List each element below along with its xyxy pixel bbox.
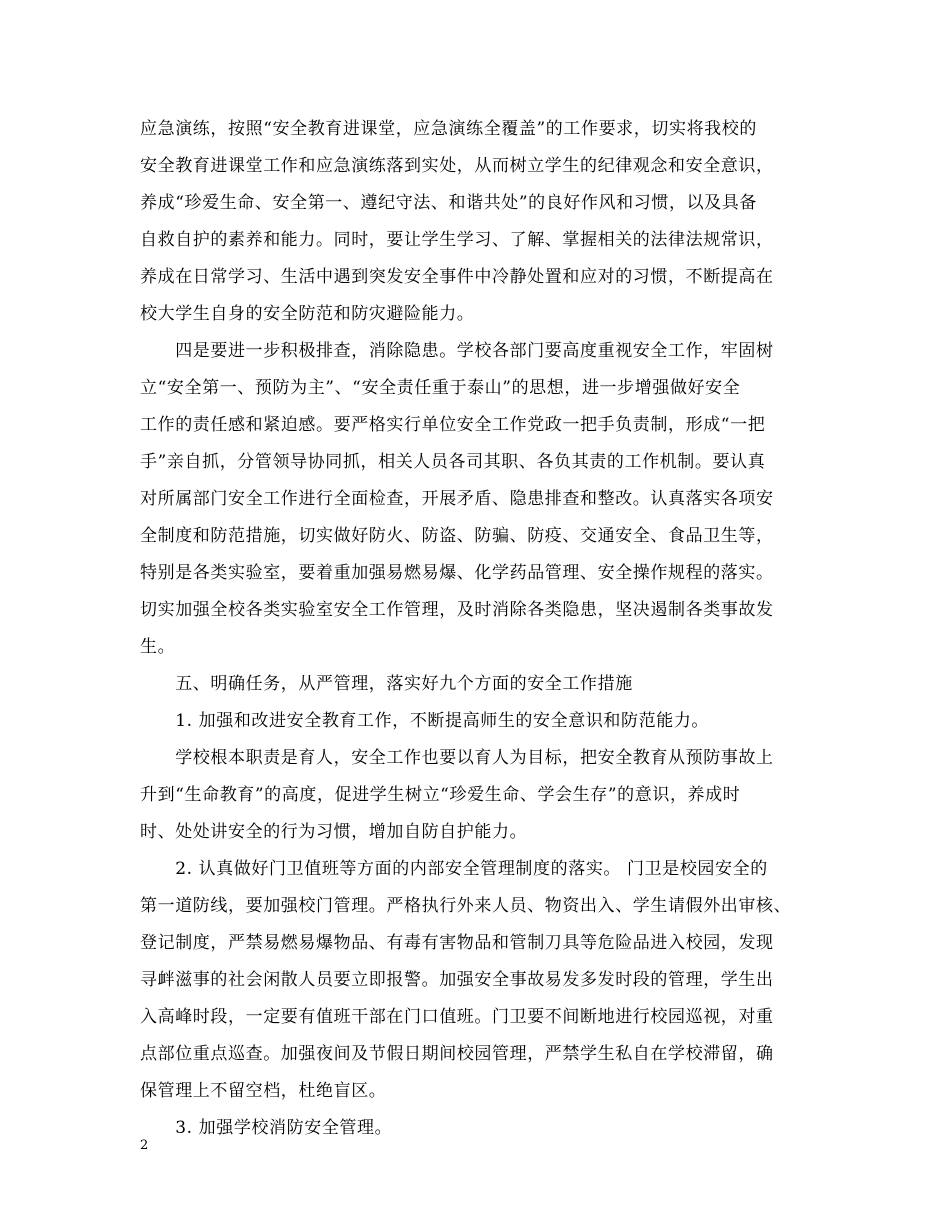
body-line: 安全教育进课堂工作和应急演练落到实处，从而树立学生的纪律观念和安全意识， xyxy=(140,156,774,176)
body-line: 手”亲自抓，分管领导协同抓，相关人员各司其职、各负其责的工作机制。要认真 xyxy=(140,452,766,472)
body-line: 应急演练，按照“安全教育进课堂，应急演练全覆盖”的工作要求，切实将我校的 xyxy=(140,119,757,139)
body-line: 自救自护的素养和能力。同时，要让学生学习、了解、掌握相关的法律法规常识， xyxy=(140,230,774,250)
body-line: 切实加强全校各类实验室安全工作管理，及时消除各类隐患，坚决遏制各类事故发 xyxy=(140,600,774,620)
page-number: 2 xyxy=(140,1138,149,1153)
body-line: 全制度和防范措施，切实做好防火、防盗、防骗、防疫、交通安全、食品卫生等， xyxy=(140,526,774,546)
body-line: 升到“生命教育”的高度，促进学生树立“珍爱生命、学会生存”的意识，养成时 xyxy=(140,785,741,805)
body-line: 校大学生自身的安全防范和防灾避险能力。 xyxy=(140,304,475,324)
body-line: 时、处处讲安全的行为习惯，增加自防自护能力。 xyxy=(140,822,528,842)
body-line: 第一道防线，要加强校门管理。严格执行外来人员、物资出入、学生请假外出审核、 xyxy=(140,896,792,916)
body-line: 登记制度，严禁易燃易爆物品、有毒有害物品和管制刀具等危险品进入校园，发现 xyxy=(140,933,774,953)
body-line: 工作的责任感和紧迫感。要严格实行单位安全工作党政一把手负责制，形成“一把 xyxy=(140,415,766,435)
body-line: 生。 xyxy=(140,637,176,657)
body-line: 3. 加强学校消防安全管理。 xyxy=(140,1118,393,1138)
body-line: 五、明确任务，从严管理，落实好九个方面的安全工作措施 xyxy=(140,674,633,694)
body-line: 1. 加强和改进安全教育工作，不断提高师生的安全意识和防范能力。 xyxy=(140,711,710,731)
body-line: 学校根本职责是育人，安全工作也要以育人为目标，把安全教育从预防事故上 xyxy=(140,748,774,768)
body-line: 点部位重点巡查。加强夜间及节假日期间校园管理，严禁学生私自在学校滞留，确 xyxy=(140,1044,774,1064)
body-line: 寻衅滋事的社会闲散人员要立即报警。加强安全事故易发多发时段的管理，学生出 xyxy=(140,970,774,990)
body-line: 保管理上不留空档，杜绝盲区。 xyxy=(140,1081,387,1101)
body-line: 特别是各类实验室，要着重加强易燃易爆、化学药品管理、安全操作规程的落实。 xyxy=(140,563,774,583)
body-line: 养成“珍爱生命、安全第一、遵纪守法、和谐共处”的良好作风和习惯，以及具备 xyxy=(140,193,757,213)
body-line: 养成在日常学习、生活中遇到突发安全事件中冷静处置和应对的习惯，不断提高在 xyxy=(140,267,774,287)
body-line: 入高峰时段，一定要有值班干部在门口值班。门卫要不间断地进行校园巡视，对重 xyxy=(140,1007,774,1027)
body-line: 四是要进一步积极排查，消除隐患。学校各部门要高度重视安全工作，牢固树 xyxy=(140,341,774,361)
body-line: 2. 认真做好门卫值班等方面的内部安全管理制度的落实。 门卫是校园安全的 xyxy=(140,859,768,879)
body-line: 立“安全第一、预防为主”、“安全责任重于泰山”的思想，进一步增强做好安全 xyxy=(140,378,741,398)
body-line: 对所属部门安全工作进行全面检查，开展矛盾、隐患排查和整改。认真落实各项安 xyxy=(140,489,774,509)
